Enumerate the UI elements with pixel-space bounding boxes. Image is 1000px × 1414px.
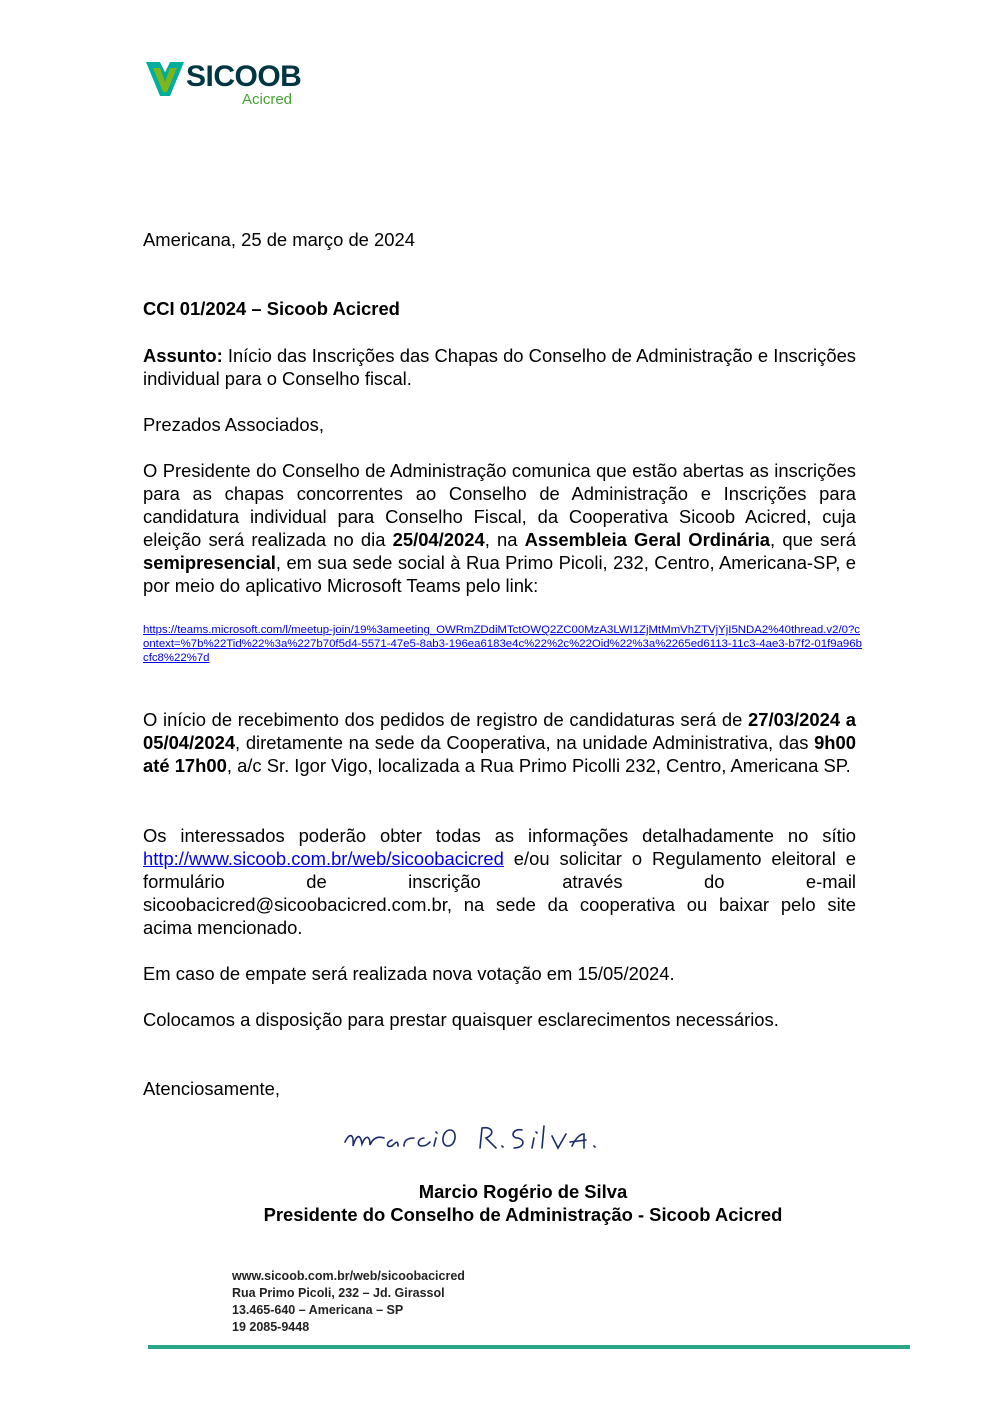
para3-text-1: Os interessados poderão obter todas as informações detalhadamente no sítio: [143, 825, 856, 846]
para1-text-3: , que será: [770, 529, 856, 550]
para2-text-3: , a/c Sr. Igor Vigo, localizada a Rua Primo Picolli 232, Centro, Americana SP.: [226, 755, 851, 776]
registration-hours: 9h00 até 17h00: [143, 732, 856, 776]
handwritten-signature: [340, 1112, 680, 1162]
election-date: 25/04/2024: [392, 529, 485, 550]
brand-name: SICOOB: [186, 60, 302, 93]
subject-label: Assunto:: [143, 345, 223, 366]
footer-divider: [148, 1345, 910, 1349]
footer-cep-city: 13.465-640 – Americana – SP: [232, 1303, 404, 1317]
para1-text-4: , em sua sede social à Rua Primo Picoli, 232, Centro, Americana-SP, e por meio do aplicativo Microsoft Teams pelo link:: [143, 552, 856, 596]
reference-title: CCI 01/2024 – Sicoob Acicred: [143, 298, 400, 319]
paragraph-election: [143, 459, 856, 597]
para2-text-1: O início de recebimento dos pedidos de registro de candidaturas será de: [143, 709, 749, 730]
para3-text-2: e/ou solicitar o Regulamento eleitoral e formulário de inscrição através do e-mail: [143, 848, 856, 892]
paragraph-availability: Colocamos a disposição para prestar quaisquer esclarecimentos necessários.: [143, 1009, 779, 1030]
para3-block-1: [143, 824, 856, 893]
sub-brand-name: Acicred: [242, 91, 293, 108]
para1-text-2: , na: [484, 529, 525, 550]
sicoob-logo-icon: [146, 62, 184, 96]
paragraph-tie: Em caso de empate será realizada nova votação em 15/05/2024.: [143, 963, 675, 984]
sicoob-logo: [146, 58, 316, 118]
para2-text-2: , diretamente na sede da Cooperativa, na unidade Administrativa, das: [235, 732, 815, 753]
subject-paragraph: [143, 344, 856, 390]
footer-address: Rua Primo Picoli, 232 – Jd. Girassol: [232, 1286, 445, 1300]
date-line: Americana, 25 de março de 2024: [143, 229, 415, 250]
teams-meeting-link[interactable]: https://teams.microsoft.com/l/meetup-join/19%3ameeting_OWRmZDdiMTctOWQ2ZC00MzA3LWI1ZjMtMmVhZTVjYjI5NDA2%40thread.v2/0?context=%7b%22Tid%22%3a%227b70f5d4-5571-47e5-8ab3-196ea6183e4c%22%2c%22Oid%22%3a%2265ed6113-11c3-4ae3-b7f2-01f9a96bcfc8%22%7d: [143, 624, 862, 664]
assembly-mode: semipresencial: [143, 552, 276, 573]
sicoob-website-link[interactable]: http://www.sicoob.com.br/web/sicoobacicred: [143, 848, 504, 869]
para3-text-3: sicoobacicred@sicoobacicred.com.br, na sede da cooperativa ou baixar pelo site acima mencionado.: [143, 894, 856, 938]
paragraph-information: [143, 824, 856, 939]
assembly-name: Assembleia Geral Ordinária: [524, 529, 771, 550]
registration-period: 27/03/2024 a 05/04/2024: [143, 709, 856, 753]
greeting: Prezados Associados,: [143, 414, 324, 435]
signer-name: Marcio Rogério de Silva: [418, 1181, 628, 1202]
paragraph-registration: [143, 708, 856, 777]
footer-contact: [232, 1268, 465, 1336]
closing: Atenciosamente,: [143, 1078, 280, 1099]
signer-title: Presidente do Conselho de Administração - Sicoob Acicred: [263, 1204, 783, 1225]
para1-text-1: O Presidente do Conselho de Administração comunica que estão abertas as inscrições para as chapas concorrentes ao Conselho de Administração e Inscrições para candidatura individual para Conselho Fiscal, da Cooperativa Sicoob Acicred, cuja eleição será realizada no dia: [143, 460, 856, 550]
footer-website: www.sicoob.com.br/web/sicoobacicred: [232, 1269, 465, 1283]
subject-text: Início das Inscrições das Chapas do Conselho de Administração e Inscrições individual para o Conselho fiscal.: [143, 345, 856, 389]
footer-phone: 19 2085-9448: [232, 1320, 310, 1334]
